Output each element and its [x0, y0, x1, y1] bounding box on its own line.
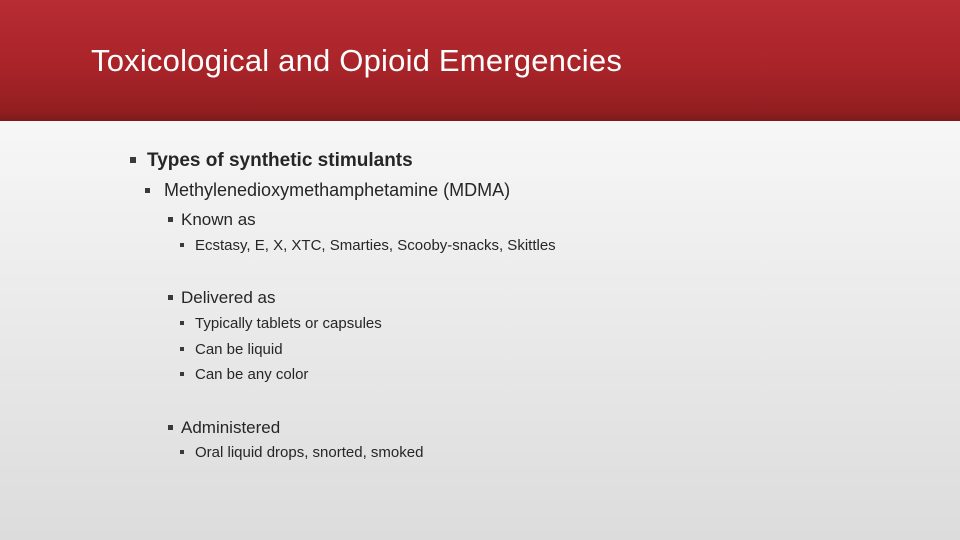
bullet-text: Known as [181, 210, 256, 229]
bullet-delivered-as [168, 288, 276, 308]
bullet-text: Delivered as [181, 288, 276, 307]
bullet-text: Can be any color [195, 366, 309, 383]
bullet-text: Ecstasy, E, X, XTC, Smarties, Scooby-snacks, Skittles [195, 237, 556, 254]
square-bullet-icon [180, 372, 184, 376]
bullet-administered-item [180, 444, 423, 461]
square-bullet-icon [145, 188, 150, 193]
square-bullet-icon [180, 321, 184, 325]
title-bar [0, 0, 960, 121]
bullet-administered [168, 418, 280, 438]
bullet-delivered-as-item [180, 341, 283, 358]
bullet-text: Methylenedioxymethamphetamine (MDMA) [164, 180, 511, 200]
bullet-text: Typically tablets or capsules [195, 315, 382, 332]
square-bullet-icon [180, 347, 184, 351]
bullet-text: Can be liquid [195, 341, 283, 358]
bullet-delivered-as-item [180, 366, 308, 383]
bullet-level1 [130, 150, 413, 172]
bullet-known-as [168, 210, 256, 230]
square-bullet-icon [180, 243, 184, 247]
square-bullet-icon [180, 450, 184, 454]
square-bullet-icon [168, 425, 173, 430]
square-bullet-icon [168, 295, 173, 300]
bullet-text: Administered [181, 418, 281, 437]
square-bullet-icon [130, 157, 136, 163]
bullet-text: Types of synthetic stimulants [147, 150, 413, 171]
bullet-known-as-item [180, 237, 556, 254]
bullet-level2 [145, 180, 510, 201]
bullet-delivered-as-item [180, 315, 382, 332]
square-bullet-icon [168, 217, 173, 222]
bullet-text: Oral liquid drops, snorted, smoked [195, 444, 424, 461]
slide-title: Toxicological and Opioid Emergencies [91, 43, 623, 78]
